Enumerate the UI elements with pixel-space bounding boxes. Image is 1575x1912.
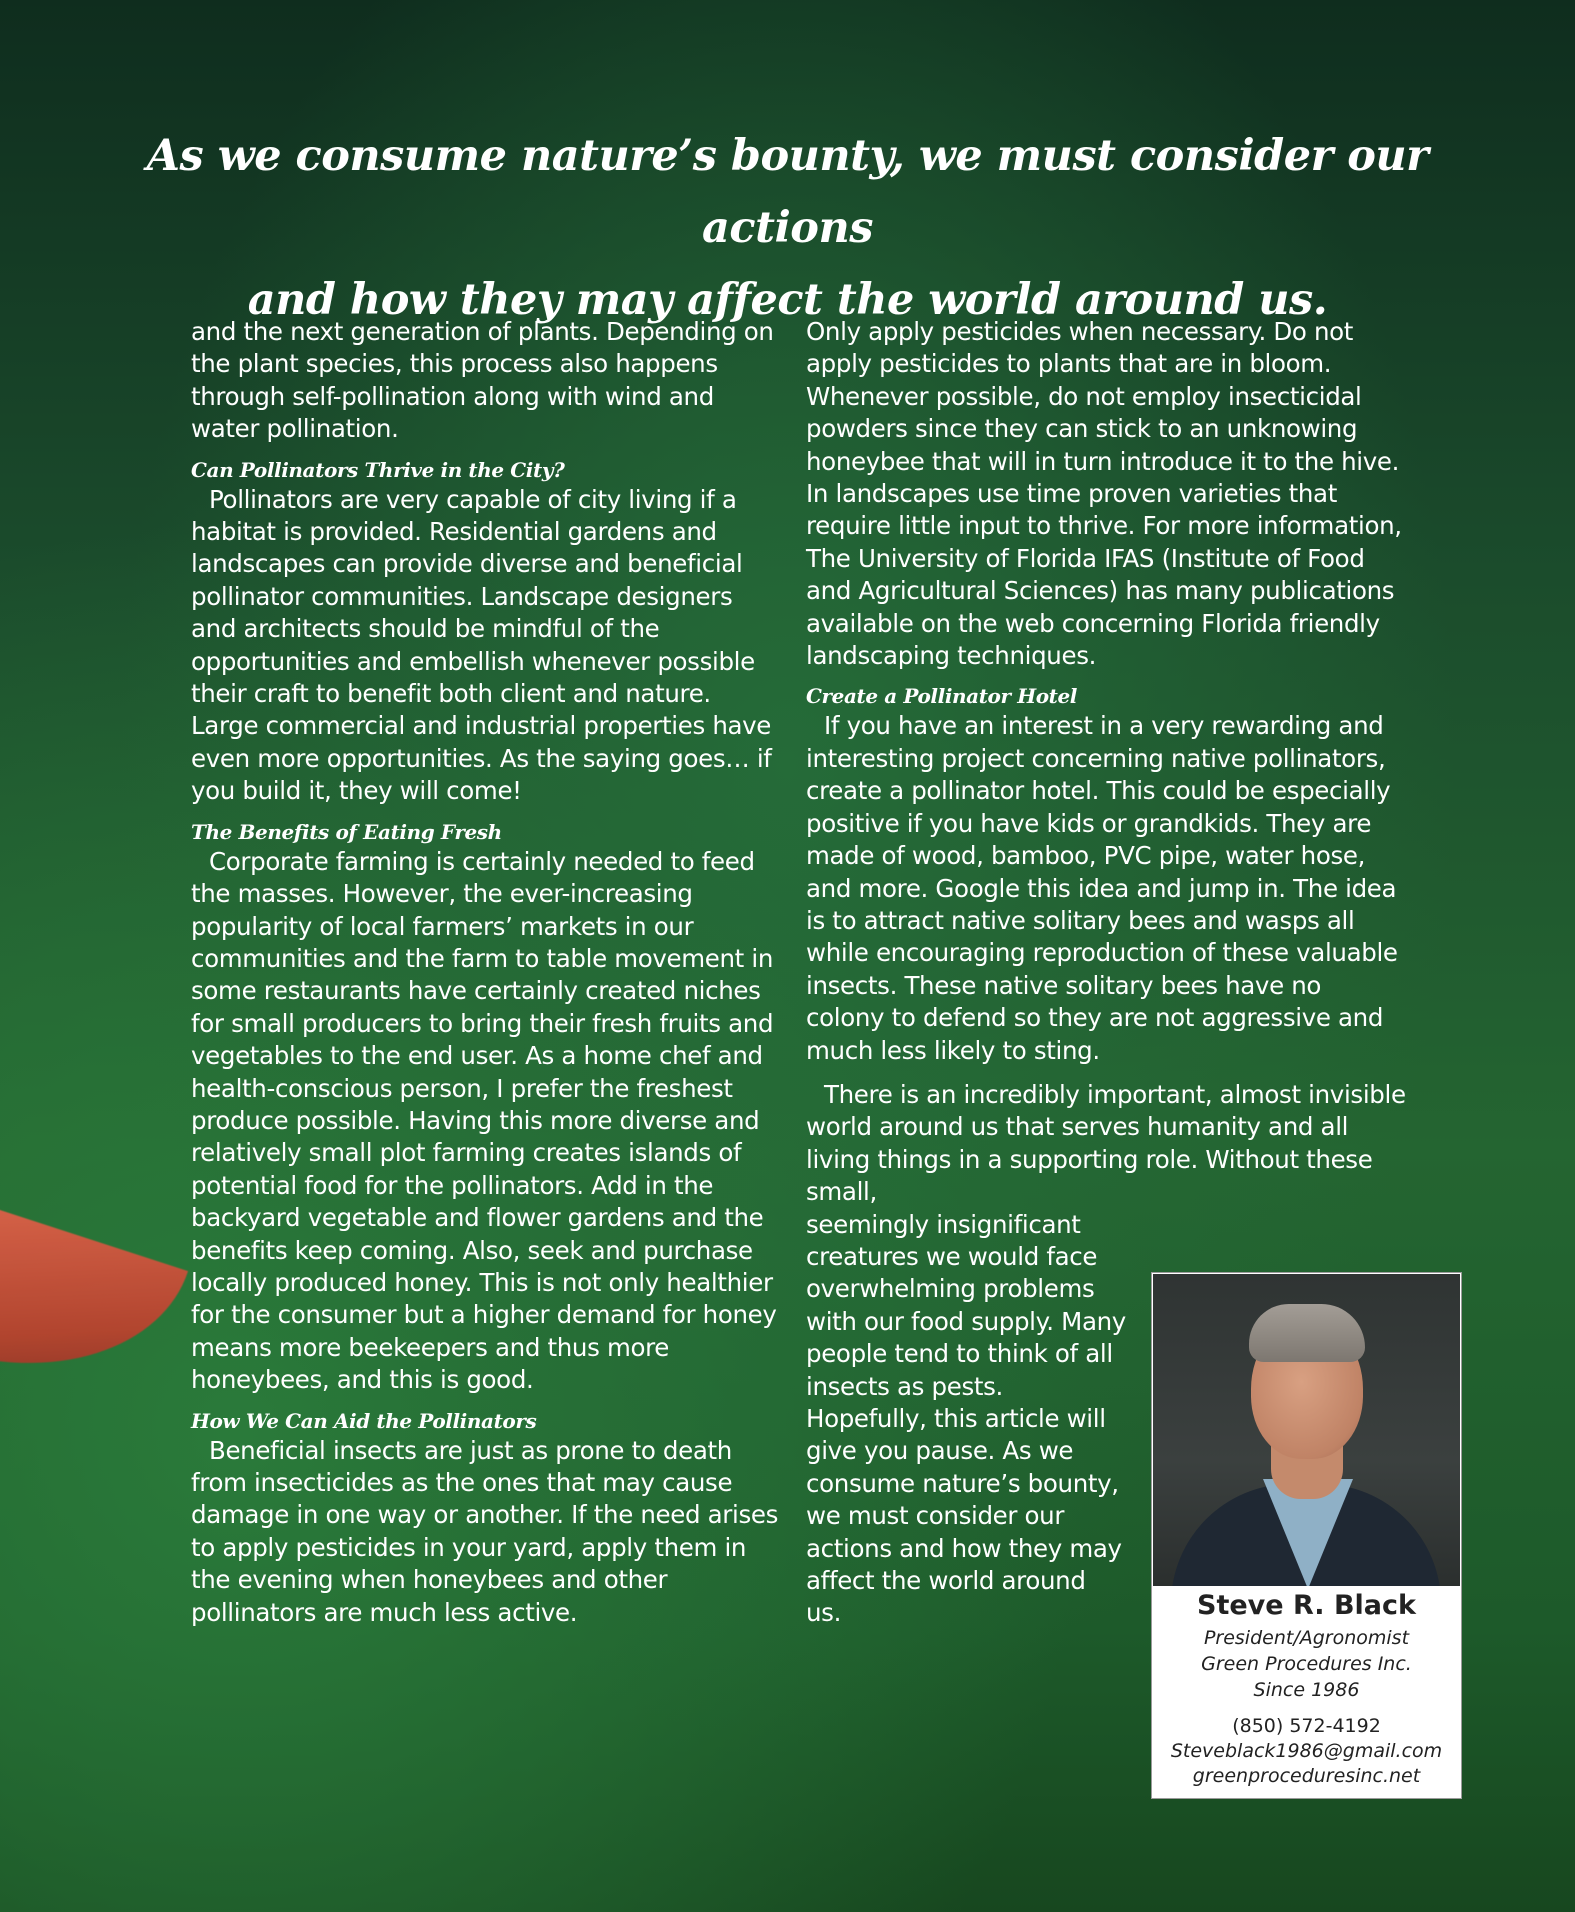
- author-company: Green Procedures Inc.: [1201, 1653, 1412, 1675]
- author-phone: (850) 572-4192: [1232, 1715, 1381, 1737]
- author-email: Steveblack1986@gmail.com: [1170, 1740, 1443, 1762]
- section-heading: The Benefits of Eating Fresh: [191, 819, 502, 844]
- paragraph: There is an incredibly important, almost invisible world around us that serves humanity and all living things in a supporting role. Without these small,: [806, 1079, 1406, 1207]
- section-heading: Can Pollinators Thrive in the City?: [191, 457, 565, 482]
- author-bio-card: [1151, 1272, 1462, 1799]
- pull-quote-headline: [100, 120, 1475, 336]
- paragraph: Pollinators are very capable of city living if a habitat is provided. Residential gardens and landscapes can provide diverse and beneficial pollinator communities. Landscape designers and architects should be mindful of the opportunities and embellish whenever possible their craft to benefit both client and nature. Large commercial and industrial properties have even more opportunities. As the saying goes… if you build it, they will come!: [191, 484, 772, 806]
- paragraph: and the next generation of plants. Depending on the plant species, this process also happens through self-pollination along with wind and water pollination.: [191, 317, 774, 444]
- section-heading: How We Can Aid the Pollinators: [191, 1408, 537, 1433]
- author-name: Steve R. Black: [1197, 1590, 1416, 1621]
- paragraph: Corporate farming is certainly needed to feed the masses. However, the ever-increasing popularity of local farmers’ markets in our communities and the farm to table movement in some restaurants have certainly created niches for small producers to bring their fresh fruits and vegetables to the end user. As a home chef and health-conscious person, I prefer the freshest produce possible. Having this more diverse and relatively small plot farming creates islands of potential food for the pollinators. Add in the backyard vegetable and flower gardens and the benefits keep coming. Also, seek and purchase locally produced honey. This is not only healthier for the consumer but a higher demand for honey means more beekeepers and thus more honeybees, and this is good.: [191, 846, 777, 1395]
- paragraph-continuation: seemingly insignificant creatures we would face overwhelming problems with our food supply. Many people tend to think of all insects as pests. Hopefully, this article will give you pause. As we consume nature’s bounty, we must consider our actions and how they may affect the world around us.: [806, 1209, 1126, 1628]
- paragraph: Only apply pesticides when necessary. Do not apply pesticides to plants that are in bloom. Whenever possible, do not employ insecticidal powders since they can stick to an unknowing honeybee that will in turn introduce it to the hive. In landscapes use time proven varieties that require little input to thrive. For more information, The University of Florida IFAS (Institute of Food and Agricultural Sciences) has many publications available on the web concerning Florida friendly landscaping techniques.: [806, 317, 1402, 671]
- section-heading: Create a Pollinator Hotel: [806, 684, 1077, 709]
- author-title: President/Agronomist: [1203, 1627, 1410, 1649]
- red-leaf-decoration: [0, 1206, 188, 1414]
- paragraph: Beneficial insects are just as prone to death from insecticides as the ones that may cause damage in one way or another. If the need arises to apply pesticides in your yard, apply them in the evening when honeybees and other pollinators are much less active.: [191, 1435, 779, 1627]
- author-photo: [1153, 1274, 1460, 1586]
- headline-line-1: As we consume nature’s bounty, we must consider our actions: [146, 131, 1429, 253]
- paragraph: If you have an interest in a very rewarding and interesting project concerning native pollinators, create a pollinator hotel. This could be especially positive if you have kids or grandkids. They are made of wood, bamboo, PVC pipe, water hose, and more. Google this idea and jump in. The idea is to attract native solitary bees and wasps all while encouraging reproduction of these valuable insects. These native solitary bees have no colony to defend so they are not aggressive and much less likely to sting.: [806, 711, 1398, 1065]
- headline-line-2: and how they may affect the world around us.: [247, 275, 1328, 325]
- author-website: greenproceduresinc.net: [1192, 1765, 1421, 1787]
- left-article-column: [191, 316, 781, 1629]
- author-since: Since 1986: [1253, 1679, 1360, 1701]
